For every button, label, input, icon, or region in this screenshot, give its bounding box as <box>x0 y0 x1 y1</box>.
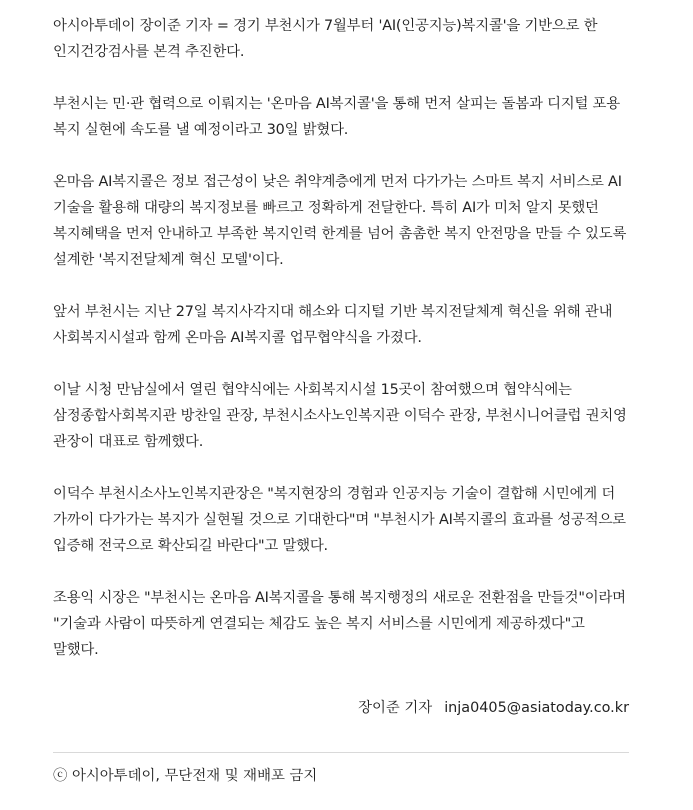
article-paragraph-6: 이덕수 부천시소사노인복지관장은 "복지현장의 경험과 인공지능 기술이 결합해 시민에게 더 가까이 다가가는 복지가 실현될 것으로 기대한다"며 "부천시가 AI복지콜의 효과를 성공적으로 입증해 전국으로 확산되길 바란다"고 말했다. <box>53 486 626 554</box>
copyright-notice: ⓒ 아시아투데이, 무단전재 및 재배포 금지 <box>53 768 318 784</box>
article-paragraph-7: 조용익 시장은 "부천시는 온마음 AI복지콜을 통해 복지행정의 새로운 전환점을 만들것"이라며 "기술과 사람이 따뜻하게 연결되는 체감도 높은 복지 서비스를 시민에게 제공하겠다"고 말했다. <box>53 590 626 658</box>
footer-divider <box>53 752 629 753</box>
byline <box>53 695 629 721</box>
reporter-email[interactable]: inja0405@asiatoday.co.kr <box>444 700 629 716</box>
article-paragraph-1: 아시아투데이 장이준 기자 = 경기 부천시가 7월부터 'AI(인공지능)복지콜'을 기반으로 한 인지건강검사를 본격 추진한다. <box>53 18 598 60</box>
article-paragraph-3: 온마음 AI복지콜은 정보 접근성이 낮은 취약계층에게 먼저 다가가는 스마트 복지 서비스로 AI 기술을 활용해 대량의 복지정보를 빠르고 정확하게 전달한다. 특히 AI가 미처 알지 못했던 복지혜택을 먼저 안내하고 부족한 복지인력 한계를 넘어 촘촘한 복지 안전망을 만들 수 있도록 설계한 '복지전달체계 혁신 모델'이다. <box>53 174 627 268</box>
article-paragraph-4: 앞서 부천시는 지난 27일 복지사각지대 해소와 디지털 기반 복지전달체계 혁신을 위해 관내 사회복지시설과 함께 온마음 AI복지콜 업무협약식을 가졌다. <box>53 304 613 346</box>
reporter-name: 장이준 기자 <box>358 700 433 716</box>
article-paragraph-5: 이날 시청 만남실에서 열린 협약식에는 사회복지시설 15곳이 참여했으며 협약식에는 삼정종합사회복지관 방찬일 관장, 부천시소사노인복지관 이덕수 관장, 부천시니어클럽 권치영 관장이 대표로 함께했다. <box>53 382 627 450</box>
article-paragraph-2: 부천시는 민·관 협력으로 이뤄지는 '온마음 AI복지콜'을 통해 먼저 살피는 돌봄과 디지털 포용 복지 실현에 속도를 낼 예정이라고 30일 밝혔다. <box>53 96 620 138</box>
